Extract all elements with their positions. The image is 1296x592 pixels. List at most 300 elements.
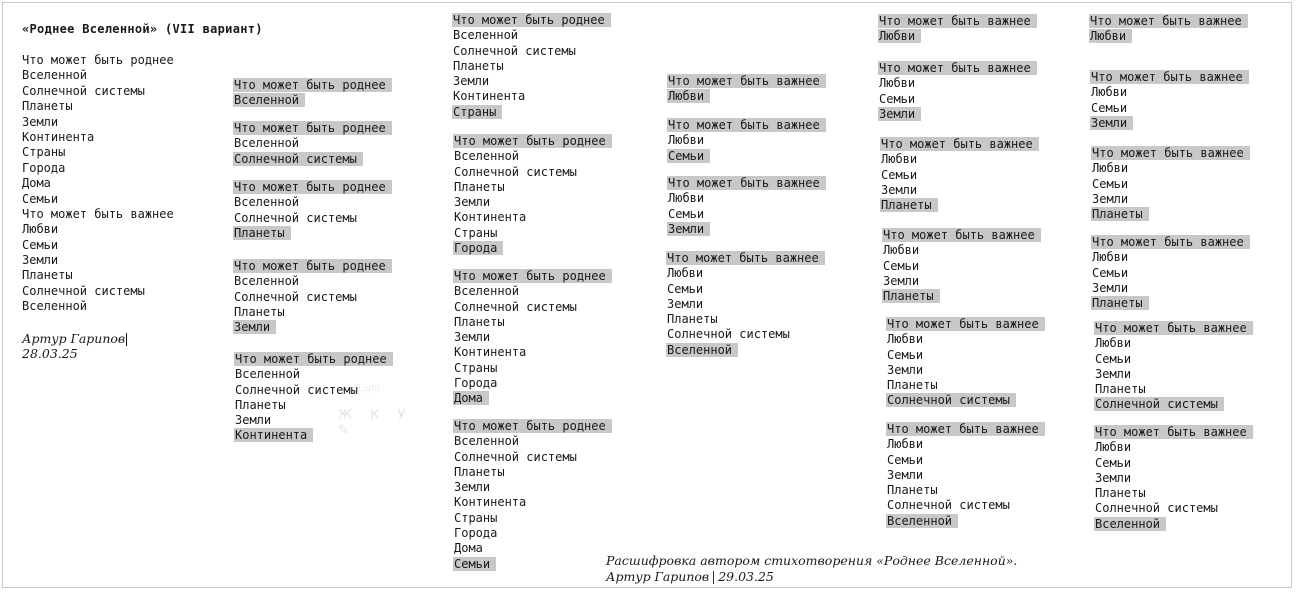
stanza-line: [453, 134, 612, 149]
stanza-line-text: Что может быть важнее: [882, 228, 1041, 242]
stanza-line: [1091, 266, 1250, 281]
stanza-line: [453, 361, 612, 376]
stanza-line-text: Вселенной: [234, 274, 300, 289]
stanza-line-text: Что может быть важнее: [667, 74, 826, 88]
stanza-line: [667, 176, 826, 191]
stanza-line: [666, 343, 825, 358]
stanza-line: [453, 149, 612, 164]
stanza-line: [453, 241, 612, 256]
stanza-line: [878, 107, 1037, 122]
stanza-line-text: Семьи: [1091, 100, 1128, 115]
stanza-line-text: Солнечной системы: [453, 43, 576, 58]
stanza: [233, 78, 392, 109]
stanza-line: [234, 352, 393, 367]
stanza-line: [1091, 177, 1250, 192]
stanza-line-text: Любви: [667, 89, 710, 103]
stanza-line-text: Семьи: [453, 557, 496, 571]
stanza-line-text: Планеты: [887, 483, 938, 498]
stanza-line-text: Континента: [454, 495, 527, 510]
stanza-line: [882, 289, 1041, 304]
poem-line: Страны: [22, 145, 66, 160]
stanza-line-text: Солнечной системы: [454, 299, 577, 314]
stanza-line: [233, 320, 392, 335]
stanza-line: [233, 274, 392, 289]
stanza-line-text: Что может быть важнее: [666, 251, 825, 265]
poem-line: Семьи: [22, 237, 59, 252]
stanza-line: [1094, 471, 1253, 486]
stanza-line: [882, 228, 1041, 243]
stanza-line: [233, 152, 392, 167]
stanza-line-text: Вселенной: [234, 136, 300, 151]
stanza-line: [233, 93, 392, 108]
poem-line: Солнечной системы: [22, 283, 145, 298]
stanza-line: [878, 92, 1037, 107]
stanza-line-text: Любви: [1092, 250, 1129, 265]
stanza-line-text: Земли: [235, 413, 272, 428]
stanza-line: [1094, 352, 1253, 367]
stanza-line-text: Планеты: [454, 464, 505, 479]
stanza-line: [667, 118, 826, 133]
stanza-line: [886, 483, 1045, 498]
faded-toolbar-glyphs: Ж К У ✎: [338, 408, 413, 438]
stanza-line: [234, 383, 393, 398]
stanza-line: [880, 152, 1039, 167]
stanza-line: [1089, 14, 1248, 29]
stanza-line: [886, 363, 1045, 378]
stanza-line: [453, 450, 612, 465]
stanza-line-text: Что может быть важнее: [667, 118, 826, 132]
stanza-line-text: Семьи: [1095, 351, 1132, 366]
poem-line: Планеты: [22, 268, 73, 283]
stanza-line-text: Что может быть роднее: [453, 134, 612, 148]
stanza-line-text: Земли: [1095, 366, 1132, 381]
stanza-line: [453, 269, 612, 284]
stanza-line-text: Земли: [1095, 470, 1132, 485]
poem-line: Любви: [22, 222, 59, 237]
stanza-line: [452, 13, 611, 28]
stanza-line: [878, 61, 1037, 76]
stanza-line-text: Семьи: [667, 149, 710, 163]
stanza-line: [452, 89, 611, 104]
stanza-line-text: Что может быть роднее: [233, 180, 392, 194]
stanza-line: [1091, 207, 1250, 222]
stanza-line-text: Семьи: [887, 452, 924, 467]
stanza-line-text: Солнечной системы: [886, 393, 1016, 407]
stanza-line-text: Вселенной: [234, 195, 300, 210]
stanza-line: [234, 398, 393, 413]
stanza: [886, 422, 1045, 529]
poem-line: Континента: [22, 129, 95, 144]
stanza-line: [878, 76, 1037, 91]
stanza-line: [667, 149, 826, 164]
stanza-line: [666, 297, 825, 312]
stanza-line: [880, 198, 1039, 213]
stanza-line-text: Что может быть важнее: [880, 137, 1039, 151]
stanza-line-text: Вселенной: [454, 149, 520, 164]
stanza-line: [886, 453, 1045, 468]
stanza-line: [452, 105, 611, 120]
stanza-line: [1091, 296, 1250, 311]
stanza-line-text: Страны: [454, 510, 498, 525]
stanza-line-text: Земли: [233, 320, 276, 334]
stanza-line: [453, 465, 612, 480]
stanza-line: [1090, 70, 1249, 85]
stanza-line: [1091, 250, 1250, 265]
stanza: [1089, 14, 1248, 45]
stanza-line: [667, 74, 826, 89]
stanza-line-text: Земли: [887, 467, 924, 482]
stanza-line-text: Планеты: [235, 397, 286, 412]
stanza-line: [233, 305, 392, 320]
stanza-line: [234, 428, 393, 443]
stanza-line: [666, 312, 825, 327]
stanza-line-text: Планеты: [454, 314, 505, 329]
poem-line: Земли: [22, 114, 59, 129]
stanza-line-text: Солнечной системы: [1095, 501, 1218, 516]
poem-line: Что может быть важнее: [22, 206, 174, 221]
stanza: [233, 180, 392, 241]
stanza-line: [453, 345, 612, 360]
stanza-line: [1089, 29, 1248, 44]
stanza-line-text: Любви: [667, 266, 704, 281]
document-title: «Роднее Вселенной» (VII вариант): [22, 22, 263, 36]
stanza: [1094, 425, 1253, 532]
signature-date: 28.03.25: [22, 346, 78, 361]
stanza-line: [880, 137, 1039, 152]
stanza: [452, 13, 611, 120]
poem-line: Вселенной: [22, 299, 88, 314]
stanza-line: [880, 183, 1039, 198]
stanza-line: [667, 191, 826, 206]
stanza-line-text: Планеты: [887, 378, 938, 393]
stanza-line: [666, 266, 825, 281]
stanza-line-text: Семьи: [887, 347, 924, 362]
stanza-line: [1094, 397, 1253, 412]
stanza-line: [1094, 425, 1253, 440]
stanza: [878, 61, 1037, 122]
stanza-line-text: Земли: [454, 330, 491, 345]
stanza-line: [453, 300, 612, 315]
stanza-line: [233, 136, 392, 151]
poem-line: Что может быть роднее: [22, 53, 174, 67]
stanza: [667, 118, 826, 164]
stanza-line-text: Что может быть роднее: [233, 121, 392, 135]
stanza-line-text: Земли: [453, 74, 490, 89]
stanza-line: [453, 210, 612, 225]
stanza-line-text: Планеты: [233, 226, 291, 240]
stanza-line-text: Что может быть важнее: [667, 176, 826, 190]
stanza-line-text: Солнечной системы: [233, 152, 363, 166]
poem-line: Солнечной системы: [22, 83, 145, 98]
stanza-line-text: Любви: [879, 76, 916, 91]
stanza-line-text: Семьи: [1092, 176, 1129, 191]
text-cursor: [126, 333, 127, 346]
stanza-line: [1090, 101, 1249, 116]
stanza-line-text: Солнечной системы: [454, 164, 577, 179]
stanza-line: [882, 259, 1041, 274]
stanza-line: [1094, 367, 1253, 382]
stanza: [882, 228, 1041, 304]
stanza: [453, 269, 612, 407]
stanza-line-text: Семьи: [879, 91, 916, 106]
poem-line: Города: [22, 160, 66, 175]
stanza-line: [453, 495, 612, 510]
stanza-line-text: Вселенной: [235, 367, 301, 382]
poem-line: Дома: [22, 176, 51, 191]
stanza-line-text: Страны: [454, 225, 498, 240]
stanza-line: [234, 367, 393, 382]
stanza-line-text: Планеты: [453, 58, 504, 73]
stanza-line: [1090, 116, 1249, 131]
stanza-line: [453, 541, 612, 556]
stanza-line: [1094, 321, 1253, 336]
stanza-line-text: Любви: [1091, 85, 1128, 100]
stanza-line: [886, 317, 1045, 332]
stanza-line: [882, 274, 1041, 289]
stanza-line: [453, 165, 612, 180]
stanza-line-text: Семьи: [1092, 265, 1129, 280]
stanza-line-text: Что может быть важнее: [886, 317, 1045, 331]
stanza-line: [1091, 235, 1250, 250]
stanza-line-text: Любви: [1092, 161, 1129, 176]
stanza-line: [886, 514, 1045, 529]
stanza-line-text: Земли: [883, 273, 920, 288]
stanza-line: [233, 211, 392, 226]
stanza-line: [886, 498, 1045, 513]
stanza-line-text: Планеты: [234, 304, 285, 319]
stanza-line: [1094, 382, 1253, 397]
poem-line: Вселенной: [22, 68, 88, 83]
stanza: [453, 419, 612, 572]
caption-author: Артур Гарипов: [606, 569, 710, 584]
stanza-line-text: Солнечной системы: [234, 210, 357, 225]
stanza: [233, 121, 392, 167]
stanza-line: [233, 78, 392, 93]
stanza: [880, 137, 1039, 213]
stanza-line-text: Планеты: [1091, 296, 1149, 310]
stanza-line-text: Семьи: [668, 206, 705, 221]
stanza-line-text: Что может быть важнее: [878, 14, 1037, 28]
stanza-line: [453, 480, 612, 495]
stanza-line: [453, 180, 612, 195]
stanza-line: [1094, 501, 1253, 516]
stanza-line: [452, 59, 611, 74]
stanza-line: [233, 226, 392, 241]
stanza-line: [880, 168, 1039, 183]
stanza-line: [882, 243, 1041, 258]
stanza-line-text: Любви: [887, 332, 924, 347]
stanza-line: [233, 121, 392, 136]
stanza-line-text: Вселенной: [454, 284, 520, 299]
faded-toolbar-text: Light: [358, 384, 381, 394]
stanza-line: [233, 290, 392, 305]
stanza-line-text: Что может быть важнее: [1091, 235, 1250, 249]
stanza-line-text: Вселенной: [453, 28, 519, 43]
stanza-line: [1091, 146, 1250, 161]
stanza-line: [233, 195, 392, 210]
stanza-line-text: Города: [454, 526, 498, 541]
stanza-line-text: Земли: [881, 182, 918, 197]
stanza-line-text: Дома: [453, 391, 489, 405]
caption-line: Расшифровка автором стихотворения «Роднее Вселенной».: [606, 553, 1018, 568]
stanza-line-text: Планеты: [1095, 382, 1146, 397]
stanza: [453, 134, 612, 256]
stanza-line-text: Континента: [453, 89, 526, 104]
stanza-line: [1094, 517, 1253, 532]
stanza-line-text: Земли: [878, 107, 921, 121]
stanza: [1090, 70, 1249, 131]
stanza-line: [453, 391, 612, 406]
stanza-line-text: Планеты: [1091, 207, 1149, 221]
stanza-line-text: Что может быть роднее: [453, 419, 612, 433]
signature: [22, 331, 127, 361]
stanza-line: [1094, 486, 1253, 501]
stanza-line-text: Солнечной системы: [454, 449, 577, 464]
stanza: [1091, 146, 1250, 222]
stanza-line-text: Солнечной системы: [667, 327, 790, 342]
stanza-line-text: Страны: [454, 360, 498, 375]
stanza-line-text: Что может быть роднее: [234, 352, 393, 366]
stanza-line-text: Что может быть важнее: [878, 61, 1037, 75]
stanza-line-text: Континента: [234, 428, 313, 442]
stanza-line-text: Солнечной системы: [1094, 397, 1224, 411]
stanza-line-text: Любви: [668, 191, 705, 206]
stanza-line-text: Что может быть важнее: [1094, 425, 1253, 439]
poem-full-text: [22, 53, 174, 315]
stanza-line: [1094, 456, 1253, 471]
stanza-line: [886, 468, 1045, 483]
stanza-line-text: Любви: [883, 243, 920, 258]
stanza-line: [1091, 281, 1250, 296]
stanza-line: [886, 393, 1045, 408]
stanza: [1091, 235, 1250, 311]
stanza-line-text: Вселенной: [233, 93, 305, 107]
stanza: [667, 176, 826, 237]
stanza-line-text: Земли: [1092, 280, 1129, 295]
stanza-line: [453, 226, 612, 241]
stanza-line: [1091, 192, 1250, 207]
stanza-line-text: Страны: [452, 105, 502, 119]
stanza-line: [453, 376, 612, 391]
stanza-line: [453, 315, 612, 330]
stanza-line-text: Что может быть важнее: [886, 422, 1045, 436]
stanza-line-text: Любви: [881, 152, 918, 167]
stanza-line: [886, 437, 1045, 452]
stanza-line: [878, 14, 1037, 29]
stanza-line: [878, 29, 1037, 44]
stanza-line-text: Семьи: [1095, 455, 1132, 470]
stanza-line-text: Любви: [1089, 29, 1132, 43]
stanza-line: [453, 419, 612, 434]
stanza-line-text: Что может быть важнее: [1094, 321, 1253, 335]
stanza-line-text: Континента: [454, 345, 527, 360]
stanza-line-text: Планеты: [880, 198, 938, 212]
signature-author: Артур Гарипов: [22, 331, 126, 346]
stanza-line: [452, 74, 611, 89]
stanza-line-text: Любви: [887, 437, 924, 452]
stanza-line: [666, 282, 825, 297]
stanza-line-text: Солнечной системы: [234, 289, 357, 304]
stanza: [234, 352, 393, 444]
caption-date: 29.03.25: [718, 569, 774, 584]
stanza-line-text: Любви: [878, 29, 921, 43]
stanza-line-text: Планеты: [882, 289, 940, 303]
stanza-line-text: Семьи: [883, 258, 920, 273]
stanza-line-text: Планеты: [667, 312, 718, 327]
stanza-line: [667, 207, 826, 222]
stanza-line-text: Семьи: [881, 167, 918, 182]
stanza-line-text: Земли: [454, 195, 491, 210]
stanza-line: [666, 251, 825, 266]
stanza-line: [452, 28, 611, 43]
stanza-line: [1090, 85, 1249, 100]
stanza-line-text: Планеты: [1095, 486, 1146, 501]
stanza-line: [667, 133, 826, 148]
stanza-line: [886, 422, 1045, 437]
stanza-line: [452, 44, 611, 59]
poem-line: Планеты: [22, 99, 73, 114]
caption: [606, 553, 1017, 585]
stanza: [1094, 321, 1253, 413]
stanza-line: [453, 434, 612, 449]
stanza-line: [233, 259, 392, 274]
stanza-line-text: Вселенной: [1094, 517, 1166, 531]
stanza-line: [453, 526, 612, 541]
stanza-line: [886, 332, 1045, 347]
stanza-line: [886, 378, 1045, 393]
stanza-line-text: Города: [453, 241, 503, 255]
stanza-line: [1094, 440, 1253, 455]
stanza: [666, 251, 825, 358]
stanza-line-text: Земли: [454, 480, 491, 495]
stanza: [886, 317, 1045, 409]
stanza-line-text: Дома: [454, 541, 483, 556]
stanza-line-text: Что может быть важнее: [1090, 70, 1249, 84]
stanza-line-text: Любви: [1095, 440, 1132, 455]
stanza-line-text: Что может быть важнее: [1091, 146, 1250, 160]
stanza-line-text: Земли: [1092, 191, 1129, 206]
stanza-line-text: Что может быть роднее: [233, 78, 392, 92]
stanza-line: [1094, 336, 1253, 351]
stanza-line-text: Континента: [454, 210, 527, 225]
stanza-line-text: Что может быть роднее: [233, 259, 392, 273]
stanza-line: [1091, 161, 1250, 176]
stanza-line-text: Солнечной системы: [235, 382, 358, 397]
stanza-line-text: Земли: [667, 296, 704, 311]
stanza-line-text: Любви: [1095, 336, 1132, 351]
stanza: [878, 14, 1037, 45]
stanza-line-text: Земли: [667, 222, 710, 236]
stanza-line-text: Что может быть роднее: [453, 269, 612, 283]
stanza-line: [453, 557, 612, 572]
stanza-line-text: Любви: [668, 133, 705, 148]
stanza-line: [453, 511, 612, 526]
stanza-line: [453, 284, 612, 299]
stanza: [233, 259, 392, 335]
stanza-line: [667, 222, 826, 237]
stanza-line-text: Что может быть роднее: [452, 13, 611, 27]
stanza-line: [234, 413, 393, 428]
stanza-line: [233, 180, 392, 195]
stanza-line-text: Земли: [887, 362, 924, 377]
stanza-line-text: Семьи: [667, 281, 704, 296]
stanza-line-text: Вселенной: [454, 434, 520, 449]
stanza-line: [667, 89, 826, 104]
stanza-line: [666, 327, 825, 342]
stanza-line-text: Города: [454, 376, 498, 391]
stanza-line-text: Планеты: [454, 179, 505, 194]
stanza-line-text: Вселенной: [886, 514, 958, 528]
